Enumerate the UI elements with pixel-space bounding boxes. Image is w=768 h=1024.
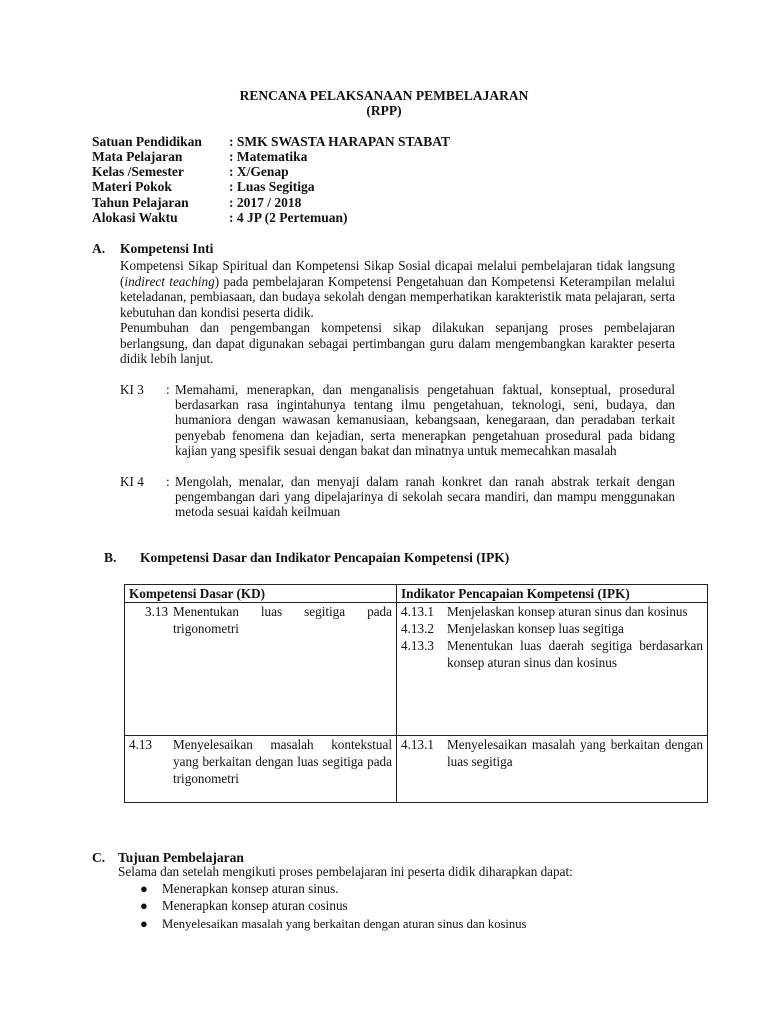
ipk-item bbox=[401, 637, 703, 671]
document-subtitle: (RPP) bbox=[366, 103, 402, 118]
kd-text: Menyelesaikan masalah kontekstual yang berkaitan dengan luas segitiga pada trigonometri bbox=[173, 737, 392, 786]
section-a-letter: A. bbox=[92, 241, 106, 256]
identity-label: Kelas /Semester bbox=[92, 164, 184, 179]
ipk-cell bbox=[397, 603, 708, 736]
list-item bbox=[140, 880, 526, 898]
section-c-title: Tujuan Pembelajaran bbox=[118, 850, 244, 865]
para1-text-end: ) pada pembelajaran Kompetensi Pengetahuan dan Kompetensi Keterampilan melalui keteladanan, pembiasaan, dan budaya sekolah dengan memperhatikan karakteristik mata pelajaran, serta kebutuhan dan kondisi peserta didik. bbox=[120, 273, 675, 320]
objective-text: Menyelesaikan masalah yang berkaitan dengan aturan sinus dan kosinus bbox=[162, 916, 527, 931]
identity-value: : SMK SWASTA HARAPAN STABAT bbox=[229, 134, 451, 149]
kd-cell bbox=[125, 603, 397, 736]
section-a-paragraph-1 bbox=[120, 258, 675, 320]
identity-value: : 4 JP (2 Pertemuan) bbox=[229, 210, 348, 225]
objective-text: Menerapkan konsep aturan sinus. bbox=[162, 880, 339, 896]
ipk-number: 4.13.3 bbox=[401, 638, 434, 653]
identity-row-materi bbox=[92, 179, 315, 195]
objective-text: Menerapkan konsep aturan cosinus bbox=[162, 898, 348, 914]
table-row bbox=[125, 603, 708, 736]
identity-row-kelas bbox=[92, 164, 289, 180]
kd-number: 4.13 bbox=[129, 737, 153, 752]
identity-label: Materi Pokok bbox=[92, 179, 172, 194]
ipk-text: Menjelaskan konsep aturan sinus dan kosinus bbox=[447, 604, 688, 619]
table-row bbox=[125, 736, 708, 803]
kd-item bbox=[129, 603, 392, 637]
ipk-text: Menjelaskan konsep luas segitiga bbox=[447, 621, 624, 636]
section-c-intro: Selama dan setelah mengikuti proses pembelajaran ini peserta didik diharapkan dapat: bbox=[118, 864, 573, 879]
table-header-row bbox=[125, 585, 708, 603]
ki3-label: KI 3 bbox=[120, 382, 144, 397]
identity-value: : Matematika bbox=[229, 149, 308, 164]
bullet-icon: ● bbox=[140, 915, 148, 931]
identity-value: : X/Genap bbox=[229, 164, 289, 179]
kd-text: Menentukan luas segitiga pada trigonometri bbox=[173, 604, 392, 636]
list-item bbox=[140, 915, 526, 933]
ipk-item bbox=[401, 620, 703, 637]
para1-text-start: Kompetensi Sikap Spiritual dan Kompetensi Sikap Sosial dicapai melalui pembelajaran tidak langsung ( bbox=[120, 258, 675, 289]
table-header-kd: Kompetensi Dasar (KD) bbox=[125, 585, 397, 603]
section-c-letter: C. bbox=[92, 850, 106, 865]
identity-value: : 2017 / 2018 bbox=[229, 195, 302, 210]
ipk-number: 4.13.1 bbox=[401, 604, 434, 619]
document-title: RENCANA PELAKSANAAN PEMBELAJARAN bbox=[239, 88, 529, 103]
ki4-colon: : bbox=[166, 474, 170, 489]
bullet-icon: ● bbox=[140, 880, 148, 896]
ipk-item bbox=[401, 736, 703, 770]
identity-row-alokasi bbox=[92, 210, 347, 226]
kd-cell bbox=[125, 736, 397, 803]
identity-label: Mata Pelajaran bbox=[92, 149, 183, 164]
list-item bbox=[140, 898, 526, 916]
section-a-paragraph-2: Penumbuhan dan pengembangan kompetensi sikap dilakukan sepanjang proses pembelajaran berlangsung, dan dapat digunakan sebagai pertimbangan guru dalam mengembangkan karakter peserta didik lebih lanjut. bbox=[120, 320, 675, 366]
ipk-text: Menyelesaikan masalah yang berkaitan dengan luas segitiga bbox=[447, 737, 703, 769]
section-b-title: Kompetensi Dasar dan Indikator Pencapaian Kompetensi (IPK) bbox=[140, 550, 510, 565]
ki4-text: Mengolah, menalar, dan menyaji dalam ranah konkret dan ranah abstrak terkait dengan pengembangan dari yang dipelajarinya di sekolah secara mandiri, dan mampu menggunakan metoda sesuai kaidah keilmuan bbox=[175, 474, 675, 520]
identity-row-mapel bbox=[92, 149, 307, 165]
objectives-list bbox=[140, 880, 526, 933]
bullet-icon: ● bbox=[140, 898, 148, 914]
section-a-title: Kompetensi Inti bbox=[120, 241, 214, 256]
ipk-cell bbox=[397, 736, 708, 803]
identity-label: Satuan Pendidikan bbox=[92, 134, 202, 149]
ki3-colon: : bbox=[166, 382, 170, 397]
kd-item bbox=[129, 736, 392, 787]
para1-italic-term: indirect teaching bbox=[124, 273, 215, 289]
table-header-ipk: Indikator Pencapaian Kompetensi (IPK) bbox=[397, 585, 708, 603]
section-b-letter: B. bbox=[104, 550, 117, 565]
identity-row-tahun bbox=[92, 195, 301, 211]
ipk-item bbox=[401, 603, 703, 620]
kd-ipk-table bbox=[124, 584, 708, 803]
identity-label: Alokasi Waktu bbox=[92, 210, 178, 225]
identity-value: : Luas Segitiga bbox=[229, 179, 315, 194]
kd-number: 3.13 bbox=[145, 604, 169, 619]
ki3-text: Memahami, menerapkan, dan menganalisis pengetahuan faktual, konseptual, prosedural berdasarkan rasa ingintahunya tentang ilmu pengetahuan, teknologi, seni, budaya, dan humaniora dengan wawasan kemanusiaan, kebangsaan, kenegaraan, dan peradaban terkait penyebab fenomena dan kejadian, serta menerapkan pengetahuan prosedural pada bidang kajian yang spesifik sesuai dengan bakat dan minatnya untuk memecahkan masalah bbox=[175, 382, 675, 458]
ki4-label: KI 4 bbox=[120, 474, 144, 489]
ipk-number: 4.13.2 bbox=[401, 621, 434, 636]
identity-row-satuan bbox=[92, 134, 450, 150]
ipk-text: Menentukan luas daerah segitiga berdasarkan konsep aturan sinus dan kosinus bbox=[447, 638, 703, 670]
ipk-number: 4.13.1 bbox=[401, 737, 434, 752]
identity-label: Tahun Pelajaran bbox=[92, 195, 189, 210]
